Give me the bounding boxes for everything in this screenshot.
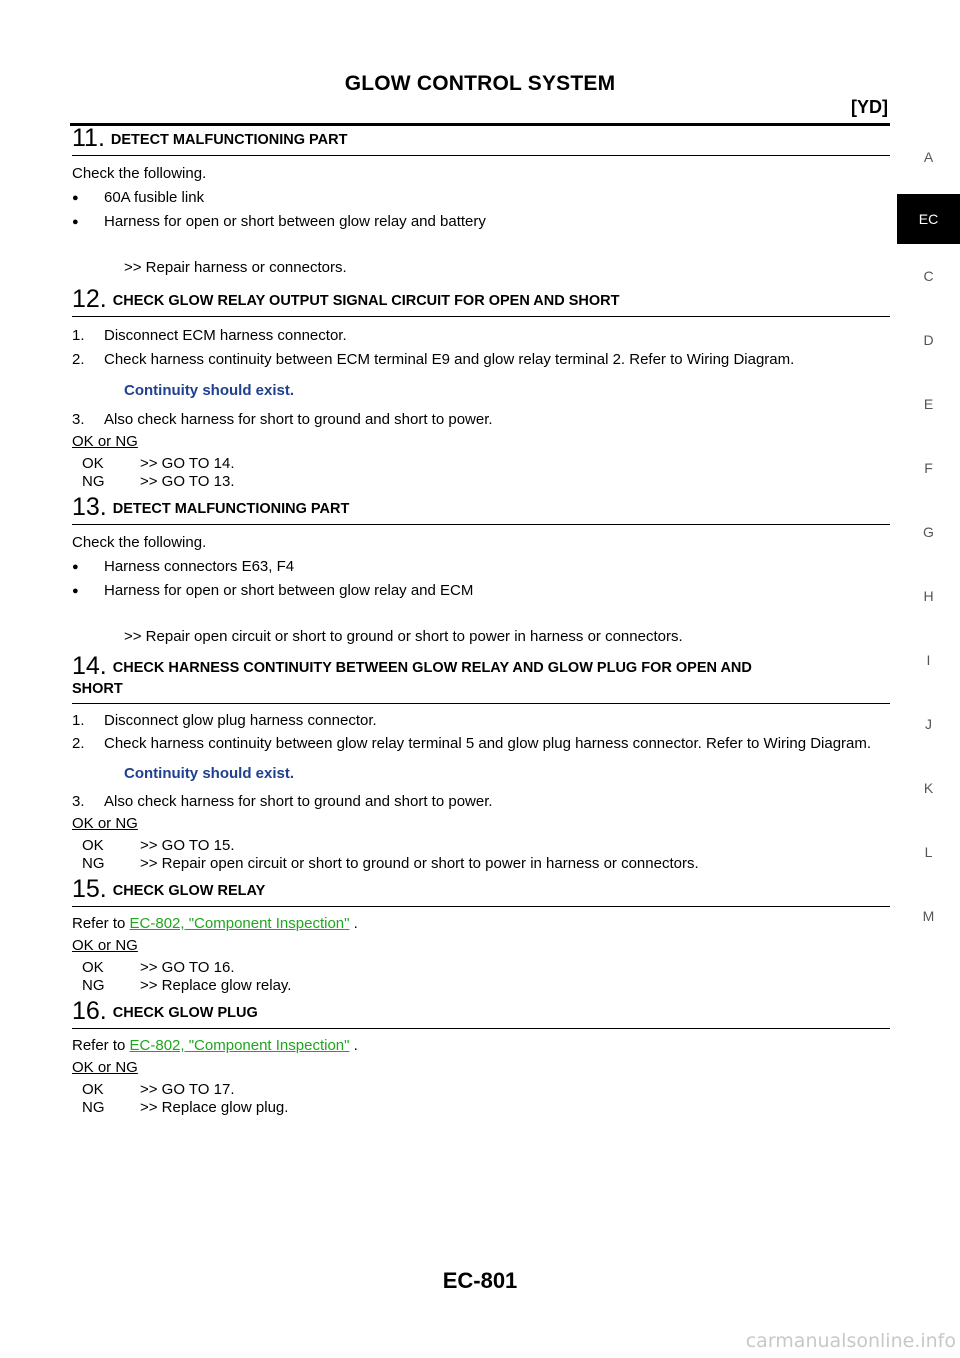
ok-or-ng-label: OK or NG (72, 1059, 138, 1076)
step-action: >> Repair harness or connectors. (124, 259, 347, 276)
tab-g[interactable]: G (923, 524, 934, 540)
step-number: 12. (72, 285, 107, 313)
numbered-item: 3. Also check harness for short to ground and short to power. (72, 411, 493, 428)
step-16 (72, 997, 890, 1117)
step-14 (72, 652, 890, 873)
tab-h[interactable]: H (923, 588, 934, 604)
section-tabs (897, 128, 960, 948)
result-ng: NG >> Repair open circuit or short to ground or short to power in harness or connectors. (82, 855, 699, 872)
tab-i[interactable]: I (926, 652, 931, 668)
component-inspection-link[interactable]: EC-802, "Component Inspection" (129, 915, 350, 932)
step-action: >> Repair open circuit or short to ground or short to power in harness or connectors. (124, 628, 683, 645)
step-number: 13. (72, 493, 107, 521)
step-title-continued: SHORT (72, 681, 123, 697)
step-title: DETECT MALFUNCTIONING PART (112, 501, 350, 517)
ok-or-ng-label: OK or NG (72, 815, 138, 832)
tab-e[interactable]: E (923, 396, 934, 412)
step-15 (72, 875, 890, 995)
numbered-item: 2. Check harness continuity between ECM terminal E9 and glow relay terminal 2. Refer to Wiring Diagram. (72, 351, 795, 368)
tab-j[interactable]: J (925, 716, 932, 732)
result-ok: OK >> GO TO 14. (82, 455, 235, 472)
result-ng: NG >> Replace glow relay. (82, 977, 292, 994)
tab-a[interactable]: A (923, 149, 934, 165)
tab-k[interactable]: K (923, 780, 934, 796)
tab-c[interactable]: C (923, 268, 934, 284)
step-number: 16. (72, 997, 107, 1025)
numbered-item: 1. Disconnect glow plug harness connector. (72, 712, 377, 729)
tab-m[interactable]: M (922, 908, 935, 924)
step-13 (72, 493, 890, 648)
step-number: 14. (72, 652, 107, 680)
step-intro: Check the following. (72, 534, 207, 551)
ok-or-ng-label: OK or NG (72, 937, 138, 954)
bullet-item: ● Harness for open or short between glow relay and battery (72, 211, 890, 233)
step-heading (72, 124, 890, 156)
reference-line: Refer to EC-802, "Component Inspection" . (72, 1037, 358, 1054)
step-title: CHECK GLOW PLUG (112, 1005, 258, 1021)
page-title: GLOW CONTROL SYSTEM (344, 72, 616, 95)
numbered-item: 1. Disconnect ECM harness connector. (72, 327, 347, 344)
result-ok: OK >> GO TO 15. (82, 837, 235, 854)
tab-l[interactable]: L (924, 844, 933, 860)
procedure-content (72, 124, 890, 1117)
step-title: CHECK GLOW RELAY OUTPUT SIGNAL CIRCUIT FOR OPEN AND SHORT (112, 293, 620, 309)
bullet-item: ● Harness connectors E63, F4 (72, 556, 890, 578)
step-number: 15. (72, 875, 107, 903)
step-heading (72, 875, 890, 907)
bullet-item: ● 60A fusible link (72, 187, 890, 209)
tab-ec[interactable]: EC (897, 194, 960, 244)
result-ng: NG >> GO TO 13. (82, 473, 235, 490)
step-heading (72, 285, 890, 317)
result-ng: NG >> Replace glow plug. (82, 1099, 289, 1116)
watermark: carmanualsonline.info (745, 1330, 956, 1352)
engine-code: [YD] (851, 97, 888, 117)
step-heading (72, 652, 890, 704)
page-number: EC-801 (442, 1268, 518, 1293)
numbered-item: 2. Check harness continuity between glow relay terminal 5 and glow plug harness connector. Refer to Wiring Diagram. (72, 735, 872, 752)
header-rule (70, 123, 890, 126)
ok-or-ng-label: OK or NG (72, 433, 138, 450)
result-ok: OK >> GO TO 16. (82, 959, 235, 976)
step-11 (72, 124, 890, 279)
step-heading (72, 997, 890, 1029)
step-title: CHECK GLOW RELAY (112, 883, 266, 899)
component-inspection-link[interactable]: EC-802, "Component Inspection" (129, 1037, 350, 1054)
step-number: 11. (72, 124, 105, 152)
reference-line: Refer to EC-802, "Component Inspection" . (72, 915, 358, 932)
specification: Continuity should exist. (124, 765, 295, 782)
tab-d[interactable]: D (923, 332, 934, 348)
bullet-item: ● Harness for open or short between glow relay and ECM (72, 580, 890, 602)
step-12 (72, 285, 890, 491)
step-title: CHECK HARNESS CONTINUITY BETWEEN GLOW RELAY AND GLOW PLUG FOR OPEN AND (112, 660, 752, 676)
tab-f[interactable]: F (924, 460, 933, 476)
specification: Continuity should exist. (124, 382, 295, 399)
step-intro: Check the following. (72, 165, 207, 182)
result-ok: OK >> GO TO 17. (82, 1081, 235, 1098)
step-title: DETECT MALFUNCTIONING PART (110, 132, 348, 148)
numbered-item: 3. Also check harness for short to ground and short to power. (72, 793, 493, 810)
step-heading (72, 493, 890, 525)
